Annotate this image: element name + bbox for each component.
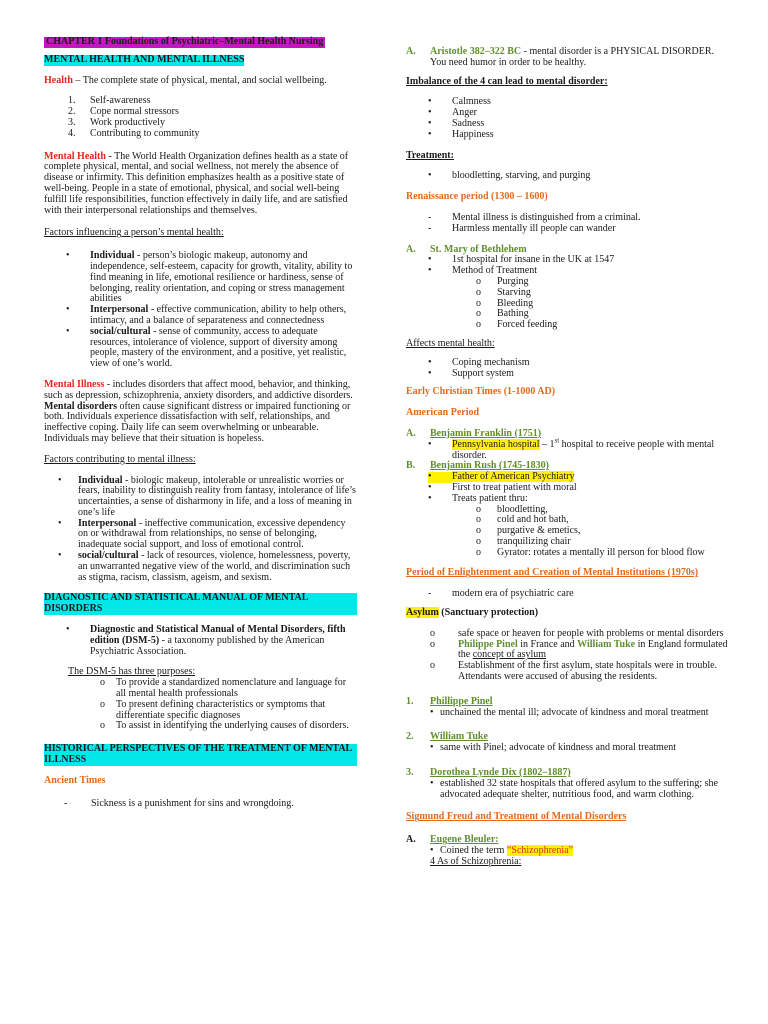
list-item: • social/cultural - sense of community, access to adequate resources, intolerance of violence, support of diversity among people, mastery of the environment, and a positive, yet realistic, view of one’s world. xyxy=(66,325,347,370)
affects-list xyxy=(428,358,728,380)
asylum-highlight: Asylum xyxy=(406,607,439,619)
list-item: • Pennsylvania hospital – 1st hospital to receive people with mental disorder. xyxy=(428,436,715,461)
list-item: • Coping mechanism xyxy=(428,356,530,368)
st-mary-list xyxy=(428,255,728,277)
tuke-entry: 2. William Tuke xyxy=(406,732,728,743)
rush-list xyxy=(428,472,728,504)
st-mary-methods xyxy=(476,277,728,331)
heading-historical: HISTORICAL PERSPECTIVES OF THE TREATMENT OF MENTAL ILLNESS xyxy=(44,744,357,766)
list-item: o Gyrator: rotates a mentally ill person for blood flow xyxy=(476,546,705,558)
list-item: • established 32 state hospitals that offered asylum to the suffering; she advocated adequate shelter, nutritious food, and warm clothing. xyxy=(430,777,718,800)
list-item: • Treats patient thru: xyxy=(428,492,528,504)
list-item: • social/cultural - lack of resources, violence, homelessness, poverty, an unwarranted negative view of the world, and discrimination such as stigma, racism, classism, ageism, and sexism. xyxy=(58,550,351,583)
chapter-title: CHAPTER 1 Foundations of Psychiatric–Mental Health Nursing xyxy=(46,36,324,47)
dix-name: Dorothea Lynde Dix (1802–1887) xyxy=(430,767,571,779)
tuke-name: William Tuke xyxy=(430,731,488,743)
list-item: o To provide a standardized nomenclature and language for all mental health professionals xyxy=(100,677,347,700)
rush-entry: B. Benjamin Rush (1745-1830) xyxy=(406,461,728,472)
aristotle-entry: A. Aristotle 382–322 BC - mental disorder is a PHYSICAL DISORDER. You need humor in order to be healthy. xyxy=(406,46,715,68)
list-item: - Harmless mentally ill people can wander xyxy=(428,222,616,234)
list-item: • Father of American Psychiatry xyxy=(428,471,575,483)
list-item: • Sadness xyxy=(428,117,485,129)
renaissance-heading: Renaissance period (1300 – 1600) xyxy=(406,191,548,203)
right-column xyxy=(406,47,728,868)
dix-entry: 3. Dorothea Lynde Dix (1802–1887) xyxy=(406,768,728,779)
list-item: o bloodletting, xyxy=(476,503,548,515)
mental-illness-definition: Mental Illness - includes disorders that affect mood, behavior, and thinking, such as depression, schizophrenia, anxiety disorders, and addictive disorders. Mental disorders often cause significant distress or impaired functioning or both. Individuals experience dissatisfaction with self, relationships, and ineffective coping. Daily life can seem overwhelming or unbearable. Individuals may believe that their situation is hopeless. xyxy=(44,378,353,444)
left-column xyxy=(44,37,357,809)
list-item: o Bleeding xyxy=(476,297,534,309)
ancient-list xyxy=(64,799,357,810)
list-item: - Mental illness is distinguished from a criminal. xyxy=(428,211,641,223)
renaissance-list xyxy=(428,213,728,235)
health-list xyxy=(68,96,357,139)
mental-health-term: Mental Health xyxy=(44,150,106,162)
list-item: o Purging xyxy=(476,275,529,287)
heading-mental-health-illness: MENTAL HEALTH AND MENTAL ILLNESS xyxy=(44,53,245,65)
health-term: Health xyxy=(44,74,73,86)
asylum-heading: Asylum (Sanctuary protection) xyxy=(406,607,539,619)
list-item: o Starving xyxy=(476,286,531,298)
list-item: - modern era of psychiatric care xyxy=(428,588,574,600)
rush-treatments xyxy=(476,505,728,559)
list-item: • Individual - person’s biologic makeup, autonomy and independence, self-esteem, capacity for growth, vitality, ability to find meaning in life, emotional resilience or hardiness, sense of belonging, reality orientation, and coping or stress management abilities xyxy=(66,250,353,305)
treatment-list xyxy=(428,171,728,182)
american-period-heading: American Period xyxy=(406,407,480,419)
list-item: 1. Self-awareness xyxy=(68,95,151,107)
list-item: o cold and hot bath, xyxy=(476,514,569,526)
list-item: - Sickness is a punishment for sins and wrongdoing. xyxy=(64,797,294,809)
list-item: o Philippe Pinel in France and William Tuke in England formulated the concept of asylum xyxy=(430,638,728,661)
list-item: o tranquilizing chair xyxy=(476,535,571,547)
freud-heading: Sigmund Freud and Treatment of Mental Disorders xyxy=(406,811,627,823)
humors-list xyxy=(428,97,728,140)
pennsylvania-hospital-highlight: Pennsylvania hospital xyxy=(452,438,540,450)
dsm-list xyxy=(66,625,357,657)
list-item: • bloodletting, starving, and purging xyxy=(428,170,591,182)
imbalance-heading: Imbalance of the 4 can lead to mental disorder: xyxy=(406,75,608,87)
health-definition xyxy=(44,76,357,87)
st-mary-name: St. Mary of Bethlehem xyxy=(430,243,527,255)
list-item: • Coined the term “Schizophrenia” xyxy=(430,845,574,857)
pinel-name: Phillippe Pinel xyxy=(430,695,493,707)
st-mary-entry: A. St. Mary of Bethlehem xyxy=(406,245,728,256)
factors-mental-illness-list xyxy=(58,476,357,584)
franklin-name: Benjamin Franklin (1751) xyxy=(430,427,542,439)
bleuler-list xyxy=(430,846,728,857)
heading-dsm: DIAGNOSTIC AND STATISTICAL MANUAL OF MENTAL DISORDERS xyxy=(44,593,357,615)
list-item: • Method of Treatment xyxy=(428,265,537,277)
factors-mental-health-list xyxy=(66,251,357,370)
list-item: • Interpersonal - effective communication, ability to help others, intimacy, and a balance of separateness and connectedness xyxy=(66,304,347,326)
list-item: • Individual - biologic makeup, intolerable or unrealistic worries or fears, inability to distinguish reality from fantasy, intolerance of life’s uncertainties, a sense of disharmony in life, and a loss of meaning in one’s life xyxy=(58,474,356,518)
factors-mental-health-heading: Factors influencing a person’s mental health: xyxy=(44,227,224,239)
father-psychiatry-highlight: Father of American Psychiatry xyxy=(452,471,575,483)
ancient-times-heading: Ancient Times xyxy=(44,774,106,786)
list-item: o To assist in identifying the underlying causes of disorders. xyxy=(100,720,349,732)
list-item: • First to treat patient with moral xyxy=(428,481,577,493)
asylum-list xyxy=(430,629,728,683)
bleuler-name: Eugene Bleuler: xyxy=(430,834,499,846)
health-def-text: – The complete state of physical, mental, and social wellbeing. xyxy=(72,74,327,86)
rush-name: Benjamin Rush (1745-1830) xyxy=(430,460,549,472)
dix-list xyxy=(430,779,728,801)
list-item: • same with Pinel; advocate of kindness and moral treatment xyxy=(430,742,677,754)
list-item: • Diagnostic and Statistical Manual of Mental Disorders, fifth edition (DSM-5) - a taxonomy published by the American Psychiatric Association. xyxy=(66,624,346,657)
enlightenment-heading: Period of Enlightenment and Creation of Mental Institutions (1970s) xyxy=(406,567,699,579)
early-christian-heading: Early Christian Times (1-1000 AD) xyxy=(406,386,556,398)
schizophrenia-highlight: “Schizophrenia” xyxy=(506,845,574,857)
bleuler-entry: A. Eugene Bleuler: xyxy=(406,835,728,846)
mental-health-definition: Mental Health - The World Health Organization defines health as a state of complete physical, mental, and social wellness, not merely the absence of disease or infirmity. This definition emphasizes health as a positive state of well-being. People in a state of emotional, physical, and social well-being fulfill life responsibilities, function effectively in daily life, and are satisfied with their interpersonal relationships and themselves. xyxy=(44,150,349,216)
list-item: • Anger xyxy=(428,107,477,119)
list-item: o purgative & emetics, xyxy=(476,525,581,537)
list-item: • Support system xyxy=(428,367,514,379)
four-as-heading: 4 As of Schizophrenia: xyxy=(430,855,522,867)
list-item: 4. Contributing to community xyxy=(68,127,200,139)
list-item: • Interpersonal - ineffective communication, excessive dependency on or withdrawal from relationships, no sense of belonging, inadequate social support, and loss of emotional control. xyxy=(58,517,346,551)
dsm-purposes-heading: The DSM-5 has three purposes: xyxy=(68,666,196,678)
list-item: • unchained the mental ill; advocate of kindness and moral treatment xyxy=(430,706,709,718)
franklin-list xyxy=(428,436,728,462)
tuke-list xyxy=(430,743,728,754)
pinel-entry: 1. Phillippe Pinel xyxy=(406,697,728,708)
franklin-entry: A. Benjamin Franklin (1751) xyxy=(406,429,728,440)
list-item: 3. Work productively xyxy=(68,116,166,128)
list-item: o Bathing xyxy=(476,308,529,320)
list-item: o Establishment of the first asylum, state hospitals were in trouble. Attendants were accused of abusing the residents. xyxy=(430,660,718,683)
enlightenment-list xyxy=(428,589,728,600)
factors-mental-illness-heading: Factors contributing to mental illness: xyxy=(44,453,196,465)
aristotle-name: Aristotle 382–322 BC xyxy=(430,46,522,57)
affects-heading: Affects mental health: xyxy=(406,337,495,349)
list-item: 2. Cope normal stressors xyxy=(68,106,179,118)
list-item: • Happiness xyxy=(428,128,494,140)
treatment-heading: Treatment: xyxy=(406,149,454,161)
list-item: o safe space or heaven for people with problems or mental disorders xyxy=(430,627,724,639)
list-item: o Forced feeding xyxy=(476,319,558,331)
dsm-purposes-list xyxy=(100,678,357,732)
list-item: • 1st hospital for insane in the UK at 1547 xyxy=(428,254,615,266)
list-item: o To present defining characteristics or symptoms that differentiate specific diagnoses xyxy=(100,698,326,721)
pinel-list xyxy=(430,708,728,719)
list-item: • Calmness xyxy=(428,96,491,108)
mental-illness-term: Mental Illness xyxy=(44,378,105,390)
